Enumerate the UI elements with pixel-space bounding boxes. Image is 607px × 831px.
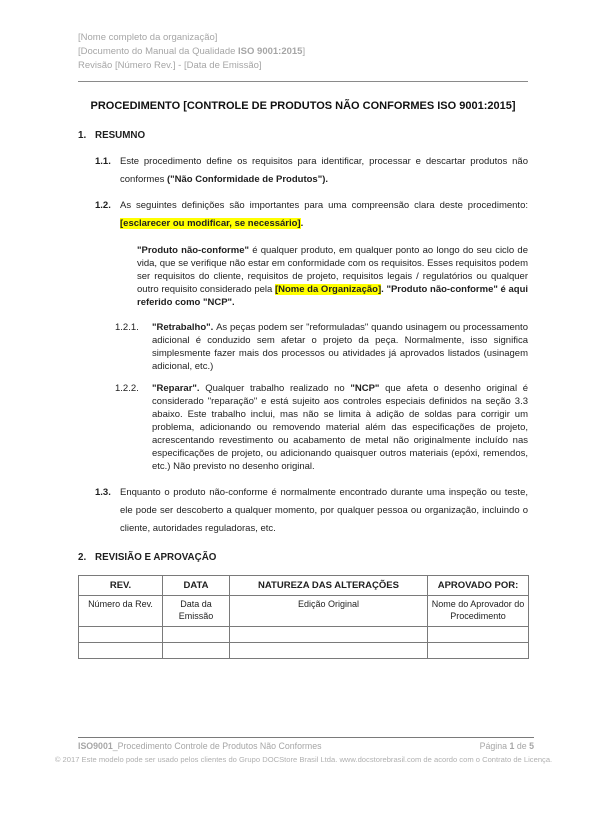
- doc-header: [78, 31, 528, 73]
- cell-issue-date: Data da Emissão: [163, 596, 230, 627]
- footer-copyright: © 2017 Este modelo pode ser usado pelos clientes do Grupo DOCStore Brasil Ltda. www.docstorebrasil.com de acordo com o Contrato de Licença.: [54, 755, 553, 764]
- empty-cell: [163, 643, 230, 659]
- doc-type-line: [Documento do Manual da Qualidade ISO 9001:2015]: [78, 46, 306, 57]
- empty-cell: [428, 643, 529, 659]
- clause-1-2-2: [78, 382, 528, 473]
- page-footer: [54, 737, 553, 764]
- section-2-heading: [78, 551, 528, 564]
- clause-text: Enquanto o produto não-conforme é normalmente encontrado durante uma inspeção ou teste, ele pode ser descoberto a qualquer momento, por qualquer pessoa ou organização, incluindo o cliente, autoridades reguladoras, etc.: [120, 487, 528, 534]
- section-number: 2.: [78, 552, 87, 563]
- definition-paragraph: "Produto não-conforme" é qualquer produto, em qualquer ponto ao longo do seu ciclo de vida, que se verifique não estar em conformidade com os requisitos. Esses requisitos podem ser requisitos do cliente, requisitos de projeto, requisitos legais / regulatórios ou qualquer outro requisito considerado pela [Nome da Organização]. "Produto não-conforme" é aqui referido como "NCP".: [137, 245, 529, 308]
- clause-1-1: [78, 153, 528, 189]
- table-row: [79, 643, 529, 659]
- clause-1-3: [78, 484, 528, 538]
- clause-number: 1.2.1.: [115, 322, 139, 333]
- footer-doc-ref: ISO9001_Procedimento Controle de Produtos Não Conformes: [78, 741, 322, 751]
- col-header-natureza: NATUREZA DAS ALTERAÇÕES: [230, 576, 428, 596]
- empty-cell: [79, 643, 163, 659]
- document-title: PROCEDIMENTO [CONTROLE DE PRODUTOS NÃO CONFORMES ISO 9001:2015]: [90, 100, 516, 112]
- footer-line: [78, 739, 534, 753]
- clause-1-2-1: [78, 321, 528, 373]
- page-content: [78, 0, 528, 659]
- empty-cell: [428, 627, 529, 643]
- section-label: RESUMNO: [95, 130, 146, 141]
- header-divider: [78, 81, 528, 82]
- clause-text: As seguintes definições são importantes para uma compreensão clara deste procedimento: [esclarecer ou modificar, se necessário].: [120, 200, 528, 229]
- revision-approval-table: [78, 575, 529, 659]
- section-number: 1.: [78, 130, 87, 141]
- empty-cell: [230, 627, 428, 643]
- clause-text: "Retrabalho". As peças podem ser "reformuladas" quando usinagem ou processamento adicional é conduzido sem afetar o projeto da peça. Normalmente, isso significa simplesmente fazer mais dos processos ou atividades já aprovados listados (usinagem adicional, etc.): [152, 322, 528, 372]
- section-label: REVISIÃO E APROVAÇÃO: [95, 552, 217, 563]
- clause-number: 1.2.2.: [115, 383, 139, 394]
- empty-cell: [163, 627, 230, 643]
- clause-1-2: [78, 197, 528, 233]
- footer-divider: [78, 737, 534, 738]
- cell-rev-number: Número da Rev.: [79, 596, 163, 627]
- clause-number: 1.1.: [95, 156, 111, 167]
- clause-number: 1.3.: [95, 487, 111, 498]
- empty-cell: [230, 643, 428, 659]
- table-header-row: [79, 576, 529, 596]
- section-1-heading: [78, 129, 528, 142]
- table-row: [79, 627, 529, 643]
- table-row: [79, 596, 529, 627]
- cell-change-nature: Edição Original: [230, 596, 428, 627]
- clause-number: 1.2.: [95, 200, 111, 211]
- org-name-placeholder: [Nome completo da organização]: [78, 32, 218, 43]
- footer-page-number: Página 1 de 5: [479, 741, 534, 751]
- cell-approver-name: Nome do Aprovador do Procedimento: [428, 596, 529, 627]
- empty-cell: [79, 627, 163, 643]
- col-header-data: DATA: [163, 576, 230, 596]
- clause-text: Este procedimento define os requisitos para identificar, processar e descartar produtos não conformes ("Não Conformidade de Produtos").: [120, 156, 528, 185]
- revision-line: Revisão [Número Rev.] - [Data de Emissão]: [78, 60, 262, 71]
- col-header-aprovado: APROVADO POR:: [428, 576, 529, 596]
- clause-text: "Reparar". Qualquer trabalho realizado no "NCP" que afeta o desenho original é considerado "reparação" e está sujeito aos controles especiais definidos na seção 3.3 abaixo. Este trabalho inclui, mas não se limita à adição de soldas para corrigir um problema, adicionando ou removendo material além das especificações de projeto, acrescentando revestimento ou acabamento de metal não originalmente incluído nas especificações de projeto, ou adicionando quaisquer outros materiais (epóxi, remendos, etc.) Não previsto no desenho original.: [152, 383, 529, 472]
- col-header-rev: REV.: [79, 576, 163, 596]
